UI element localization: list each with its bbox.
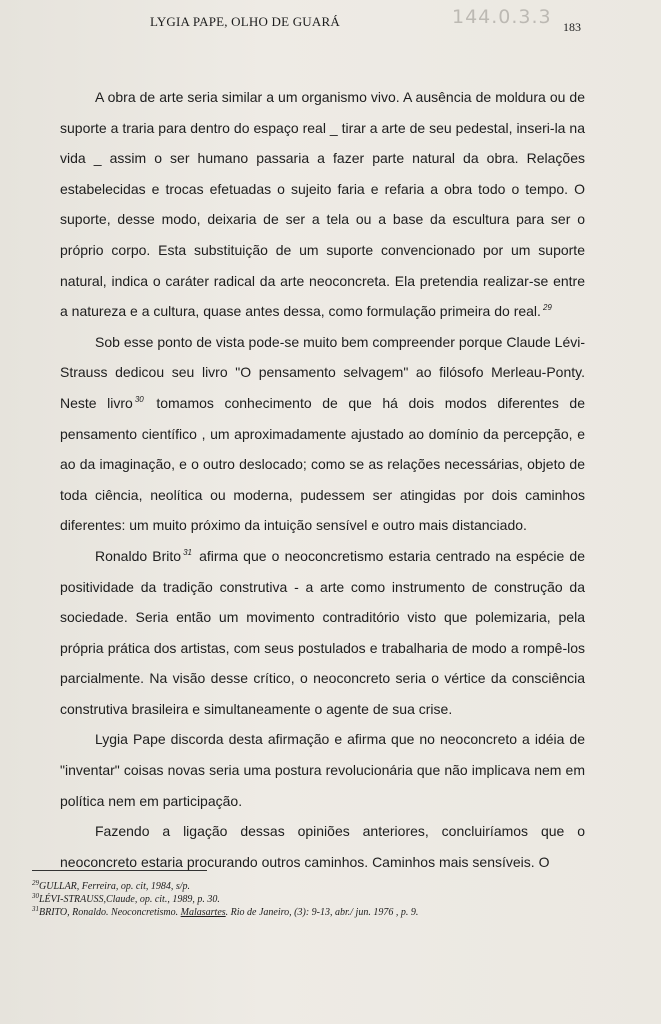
text-run: GULLAR, Ferreira, op. cit, 1984, s/p. — [39, 881, 191, 892]
footnote-number: 29 — [32, 879, 39, 887]
text-run: afirma que o neoconcretismo estaria centrado na espécie de positividade da tradição construtiva - a arte como instrumento de construção da sociedade. Seria então um movimento contraditório visto que polemizaria, pela própria prática dos artistas, com seus postulados e trabalharia de modo a rompê-los parcialmente. Na visão desse crítico, o neoconcreto seria o vértice da consciência construtiva brasileira e simultaneamente o agente de sua crise. — [60, 547, 586, 717]
text-run: BRITO, Ronaldo. Neoconcretismo. — [39, 907, 181, 918]
footnote-number: 30 — [32, 892, 39, 900]
text-run: . Rio de Janeiro, (3): 9-13, abr./ jun. 1976 , p. 9. — [225, 907, 419, 918]
paragraph — [60, 724, 585, 816]
paragraph — [60, 541, 585, 725]
paragraph — [60, 82, 585, 327]
footnote — [32, 893, 592, 906]
footnote-reference: 31 — [183, 547, 192, 557]
body-text — [60, 82, 585, 877]
underlined-title: Malasartes — [180, 907, 226, 918]
footnote — [32, 906, 592, 919]
text-run: tomamos conhecimento de que há dois modos diferentes de pensamento científico , um aproximadamente ajustado ao domínio da percepção, e ao da imaginação, e o outro deslocado; como se as relações necessárias, objeto de toda ciência, neolítica ou moderna, pudessem ser atingidas por dois caminhos diferentes: um muito próximo da intuição sensível e outro mais distanciado. — [60, 394, 585, 534]
text-run: LÉVI-STRAUSS,Claude, op. cit., 1989, p. 30. — [39, 894, 220, 905]
footnote-number: 31 — [32, 905, 39, 913]
footnote-reference: 29 — [542, 303, 552, 313]
page-number: 183 — [563, 20, 581, 34]
text-run: Sob esse ponto de vista pode-se muito bem compreender porque Claude Lévi-Strauss dedicou seu livro "O pensamento selvagem" ao filósofo Merleau-Ponty. Neste livro — [60, 333, 585, 411]
footnotes — [32, 880, 592, 919]
footnote — [32, 880, 592, 893]
footnote-separator — [32, 870, 207, 871]
text-run: A obra de arte seria similar a um organismo vivo. A ausência de moldura ou de suporte a traria para dentro do espaço real _ tirar a arte de seu pedestal, inseri-la na vida _ assim o ser humano passaria a fazer parte natural da obra. Relações estabelecidas e trocas efetuadas o sujeito faria e refaria a obra todo o tempo. O suporte, desse modo, deixaria de ser a tela ou a base da escultura para ser o próprio corpo. Esta substituição de um suporte convencionado por um suporte natural, indica o caráter radical da arte neoconcreta. Ela pretendia realizar-se entre a natureza e a cultura, quase antes dessa, como formulação primeira do real. — [60, 89, 585, 320]
paragraph — [60, 327, 585, 541]
pencil-annotation: 144.0.3.3 — [452, 6, 552, 28]
running-head-title: LYGIA PAPE, OLHO DE GUARÁ — [150, 14, 340, 29]
text-run: Fazendo a ligação dessas opiniões anteriores, concluiríamos que o neoconcreto estaria procurando outros caminhos. Caminhos mais sensíveis. O — [60, 823, 585, 870]
paragraph — [60, 816, 585, 877]
text-run: Lygia Pape discorda desta afirmação e afirma que no neoconcreto a idéia de "inventar" coisas novas seria uma postura revolucionária que não implicava nem em política nem em participação. — [60, 731, 585, 809]
footnote-reference: 30 — [134, 394, 144, 404]
text-run: Ronaldo Brito — [95, 547, 182, 564]
